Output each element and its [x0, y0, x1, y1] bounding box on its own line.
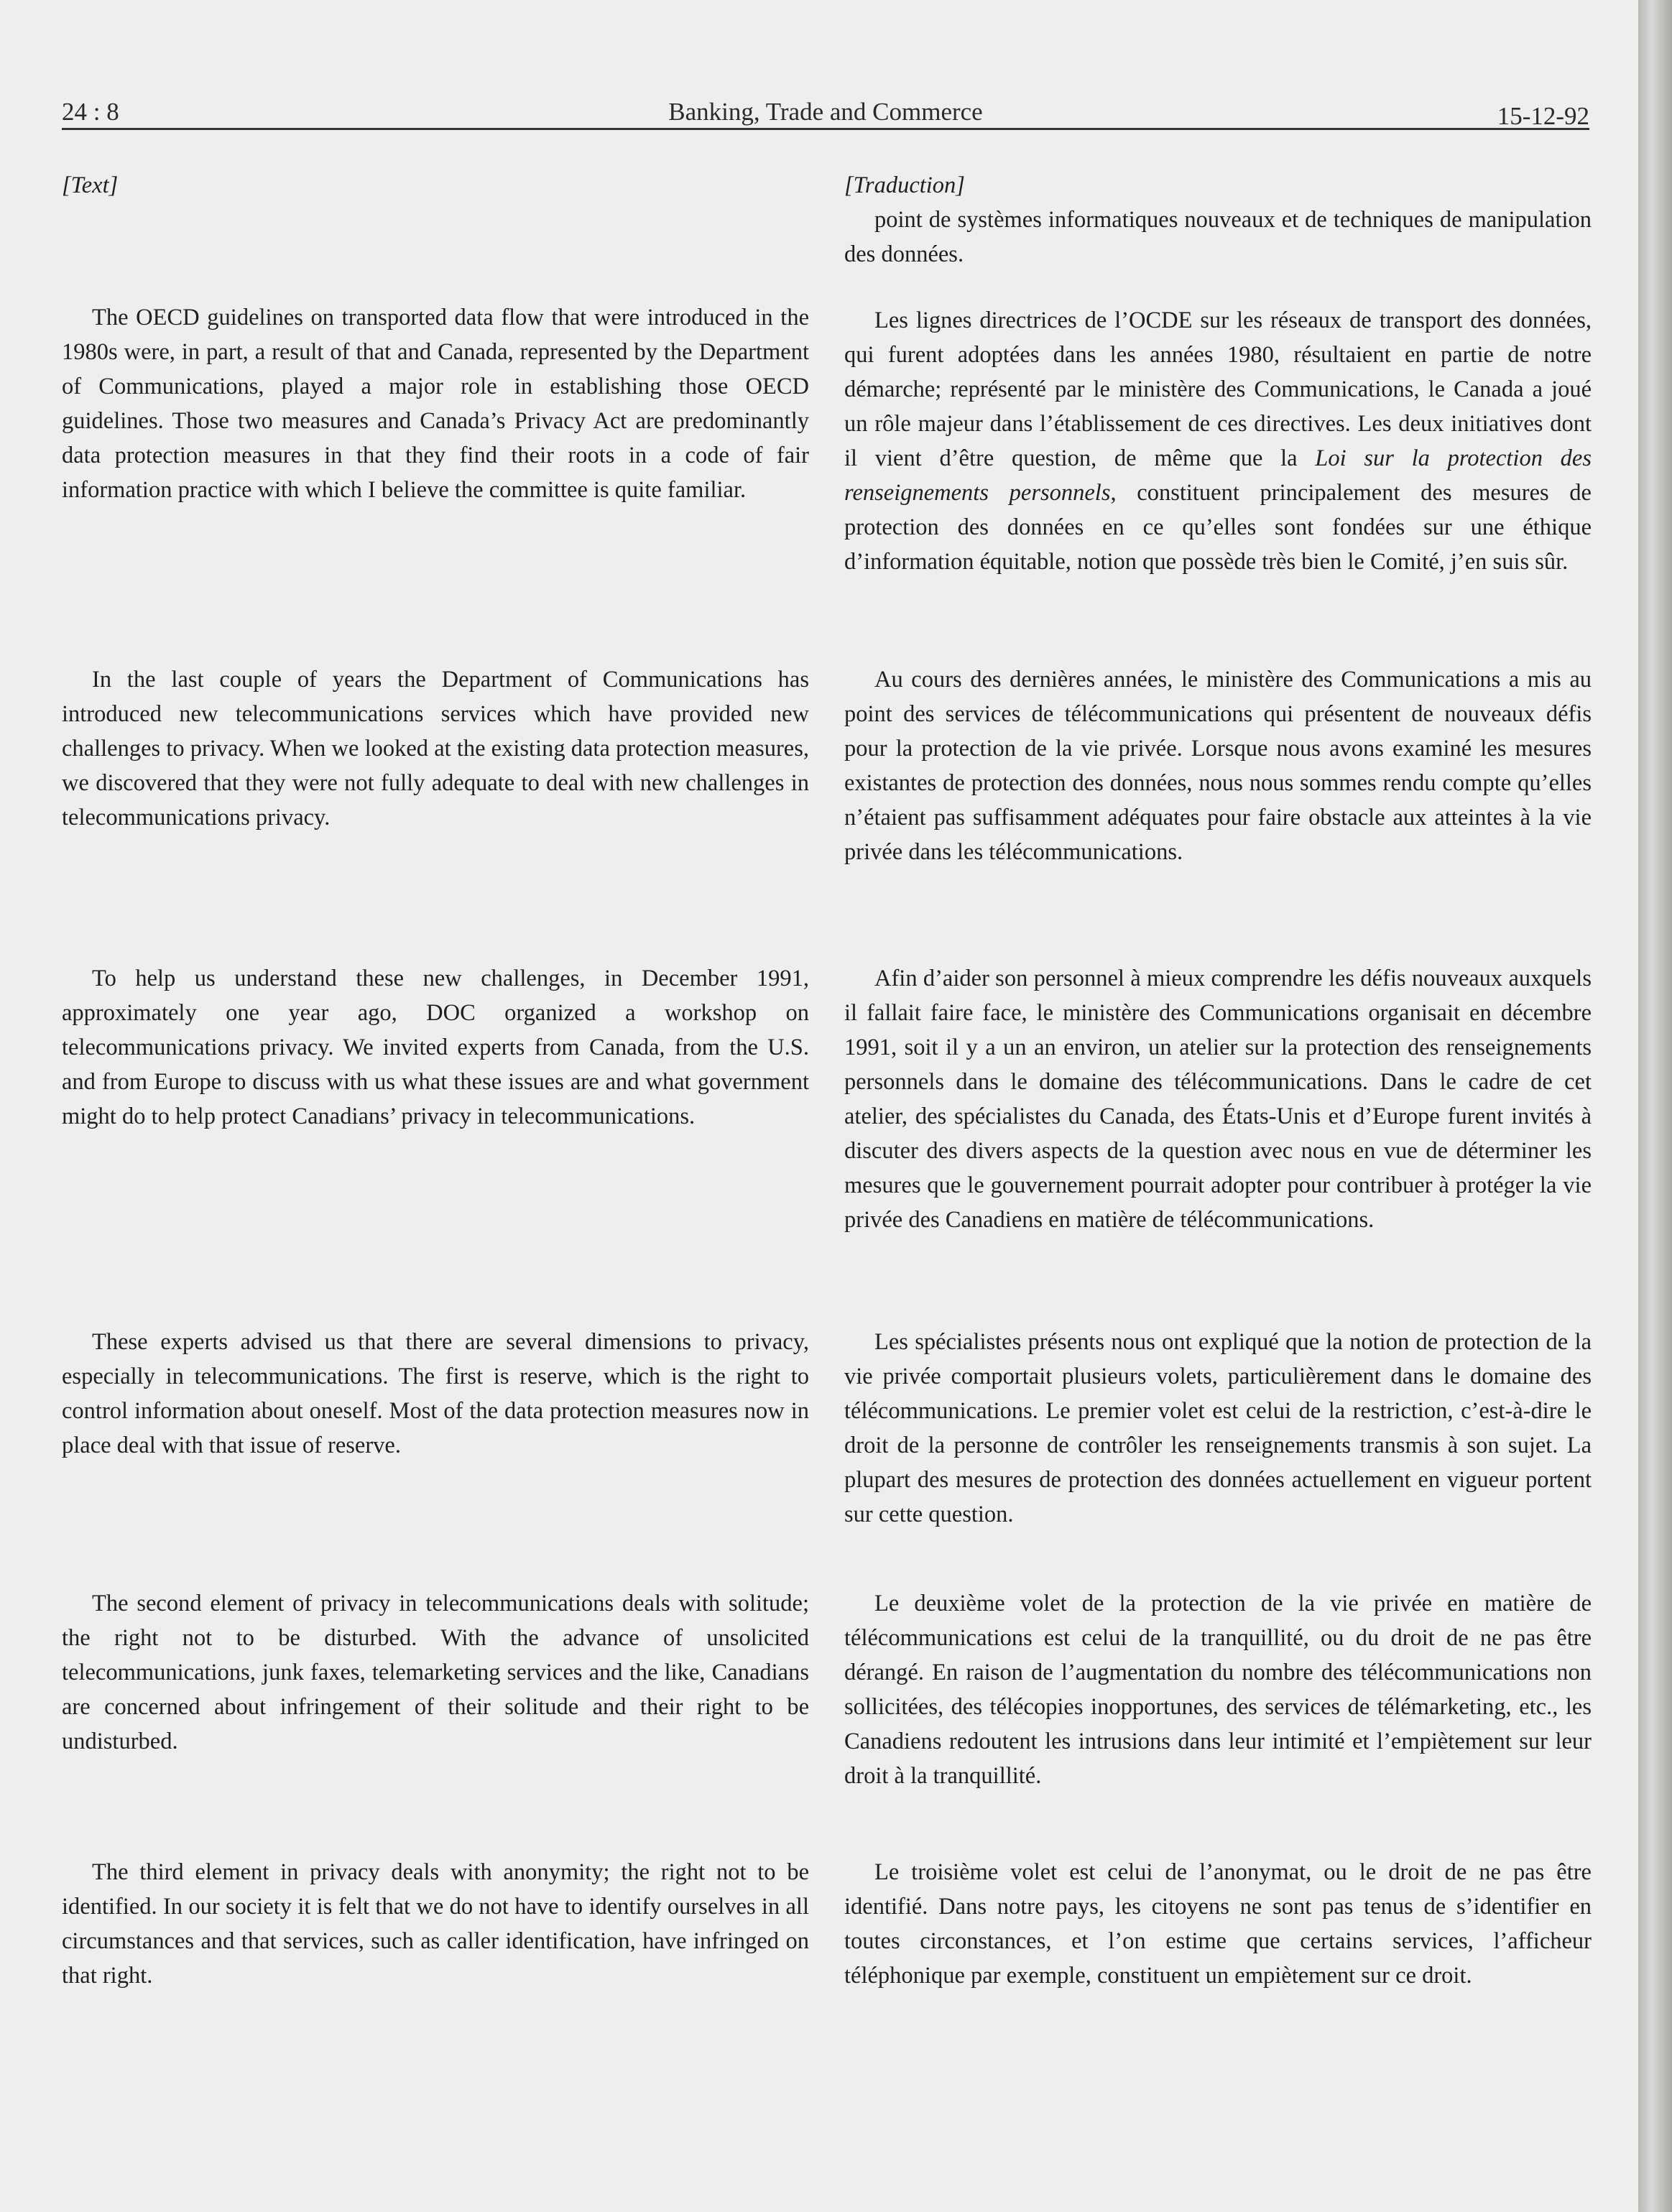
ocde-text-after: , constituent principalement des mesures de protection des données en ce qu’elles sont fondées sur une éthique d’information équitable, notion que possède très bien le Comité, j’en suis sûr. — [844, 480, 1592, 575]
paragraph-reserve: These experts advised us that there are several dimensions to privacy, especially in telecommunications. The first is reserve, which is the right to control information about oneself. Most of the data protection measures now in place deal with that issue of reserve. — [62, 1329, 809, 1458]
paragraph-new-services: In the last couple of years the Department of Communications has introduced new telecommunications services which have provided new challenges to privacy. When we looked at the existing data protection measures, we discovered that they were not fully adequate to deal with new challenges in telecommunications privacy. — [62, 667, 809, 830]
paragraph-anonymity: The third element in privacy deals with anonymity; the right not to be identified. In our society it is felt that we do not have to identify ourselves in all circumstances and that services, such as caller identification, have infringed on that right. — [62, 1859, 809, 1989]
paragraph-continuation-fr: point de systèmes informatiques nouveaux et de techniques de manipulation des données. — [844, 207, 1592, 267]
paragraph-tranquillite-fr: Le deuxième volet de la protection de la vie privée en matière de télécommunications est celui de la tranquillité, ou du droit de ne pas être dérangé. En raison de l’augmentation du nombre des télécommunications non sollicitées, des télécopies inopportunes, des services de télémarketing, etc., les Canadiens redoutent les intrusions dans leur intimité et l’empiètement sur leur droit à la tranquillité. — [844, 1591, 1592, 1789]
paragraph-oecd-guidelines: The OECD guidelines on transported data flow that were introduced in the 1980s were, in part, a result of that and Canada, represented by the Department of Communications, played a major role in establishing those OECD guidelines. Those two measures and Canada’s Privacy Act are predominantly data protection measures in that they find their roots in a code of fair information practice with which I believe the committee is quite familiar. — [62, 305, 809, 503]
paragraph-anonymat-fr: Le troisième volet est celui de l’anonymat, ou le droit de ne pas être identifié. Dans notre pays, les citoyens ne sont pas tenus de s’identifier en toutes circonstances, et l’on estime que certains services, l’afficheur téléphonique par exemple, constituent un empiètement sur ce droit. — [844, 1859, 1592, 1989]
session-date: 15-12-92 — [1497, 102, 1589, 130]
language-tag-text: [Text] — [62, 172, 119, 198]
paragraph-atelier-fr: Afin d’aider son personnel à mieux comprendre les défis nouveaux auxquels il fallait faire face, le ministère des Communications organisait en décembre 1991, soit il y a un an environ, un atelier sur la protection des renseignements personnels dans le domaine des télécommunications. Dans le cadre de cet atelier, des spécialistes du Canada, des États-Unis et d’Europe furent invités à discuter des divers aspects de la question avec nous en vue de déterminer les mesures que le gouvernement pourrait adopter pour contribuer à protéger la vie privée des Canadiens en matière de télécommunications. — [844, 966, 1592, 1233]
committee-title: Banking, Trade and Commerce — [668, 98, 983, 126]
act-title-italic: Loi sur la protection des renseignements personnels — [844, 445, 1592, 506]
paragraph-restriction-fr: Les spécialistes présents nous ont expliqué que la notion de protection de la vie privée comportait plusieurs volets, particulièrement dans le domaine des télécommunications. Le premier volet est celui de la restriction, c’est-à-dire le droit de la personne de contrôler les renseignements transmis à son sujet. La plupart des mesures de protection des données actuellement en vigueur portent sur cette question. — [844, 1329, 1592, 1527]
header-rule — [62, 128, 1589, 130]
page-edge-shadow — [1638, 0, 1672, 2212]
page-number: 24 : 8 — [62, 98, 119, 126]
language-tag-traduction: [Traduction] — [844, 172, 965, 198]
paragraph-ocde-fr — [844, 303, 1592, 579]
ocde-text-before: Les lignes directrices de l’OCDE sur les réseaux de transport des données, qui furent adoptées dans les années 1980, résultaient en partie de notre démarche; représenté par le ministère des Communications, le Canada a joué un rôle majeur dans l’établissement de ces directives. Les deux initiatives dont il vient d’être question, de même que la — [844, 307, 1592, 471]
paragraph-solitude: The second element of privacy in telecommunications deals with solitude; the right not to be disturbed. With the advance of unsolicited telecommunications, junk faxes, telemarketing services and the like, Canadians are concerned about infringement of their solitude and their right to be undisturbed. — [62, 1591, 809, 1754]
paragraph-workshop: To help us understand these new challenges, in December 1991, approximately one year ago, DOC organized a workshop on telecommunications privacy. We invited experts from Canada, from the U.S. and from Europe to discuss with us what these issues are and what government might do to help protect Canadians’ privacy in telecommunications. — [62, 966, 809, 1129]
paragraph-nouveaux-services-fr: Au cours des dernières années, le ministère des Communications a mis au point des services de télécommunications qui présentent de nouveaux défis pour la protection de la vie privée. Lorsque nous avons examiné les mesures existantes de protection des données, nous nous sommes rendu compte qu’elles n’étaient pas suffisamment adéquates pour faire obstacle aux atteintes à la vie privée dans les télécommunications. — [844, 667, 1592, 865]
running-head — [62, 92, 1589, 129]
